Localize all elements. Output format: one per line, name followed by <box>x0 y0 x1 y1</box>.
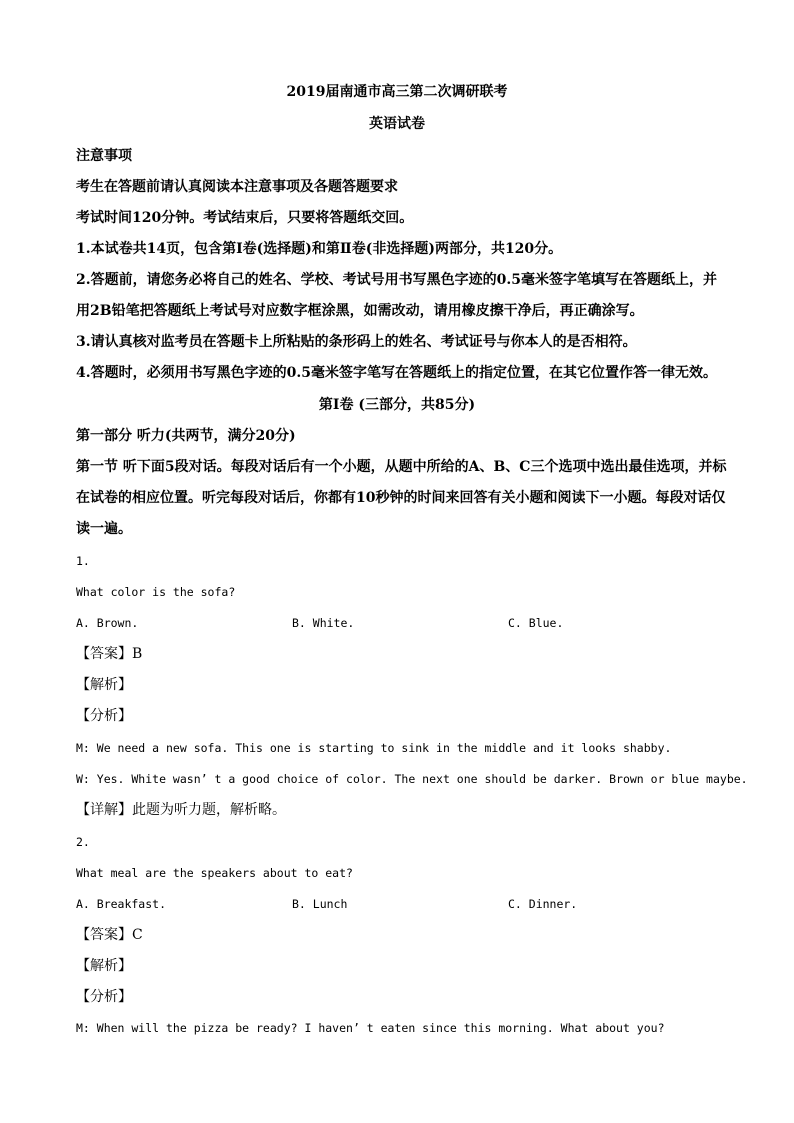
notice-time: 考试时间120分钟。考试结束后，只要将答题纸交回。 <box>76 210 414 226</box>
question-1-analysis-label: 【解析】 <box>76 677 132 693</box>
question-2-answer: 【答案】C <box>76 927 143 943</box>
notice-intro: 考生在答题前请认真阅读本注意事项及各题答题要求 <box>76 179 398 195</box>
question-1-option-c: C. Blue. <box>508 616 564 630</box>
question-1-text: What color is the sofa? <box>76 585 236 599</box>
question-2-text: What meal are the speakers about to eat? <box>76 866 353 880</box>
subject-title: 英语试卷 <box>369 116 425 132</box>
question-1-option-a: A. Brown. <box>76 616 139 630</box>
question-1-answer: 【答案】B <box>76 646 143 662</box>
section-1-instructions-line-2: 在试卷的相应位置。听完每段对话后，你都有10秒钟的时间来回答有关小题和阅读下一小题。每段对话仅 <box>76 490 726 506</box>
question-2-dialogue-man: M: When will the pizza be ready? I haven’ t eaten since this morning. What about you? <box>76 1021 665 1035</box>
volume-1-title: 第Ⅰ卷 (三部分，共85分) <box>318 397 476 413</box>
question-2-breakdown-label: 【分析】 <box>76 989 132 1005</box>
question-2-analysis-label: 【解析】 <box>76 958 132 974</box>
section-1-instructions-line-3: 读一遍。 <box>76 521 132 537</box>
exam-title: 2019届南通市高三第二次调研联考 <box>286 84 508 100</box>
notice-item-1: 1.本试卷共14页，包含第Ⅰ卷(选择题)和第Ⅱ卷(非选择题)两部分，共120分。 <box>76 241 563 257</box>
question-2-option-a: A. Breakfast. <box>76 897 167 911</box>
notice-item-3: 3.请认真核对监考员在答题卡上所粘贴的条形码上的姓名、考试证号与你本人的是否相符。 <box>76 334 637 350</box>
question-2-option-b: B. Lunch <box>292 897 348 911</box>
notice-heading: 注意事项 <box>76 148 132 164</box>
question-1-number: 1. <box>76 554 90 568</box>
part-1-heading: 第一部分 听力(共两节，满分20分) <box>76 428 296 444</box>
question-2-option-c: C. Dinner. <box>508 897 578 911</box>
question-1-dialogue-man: M: We need a new sofa. This one is starting to sink in the middle and it looks shabby. <box>76 741 672 755</box>
notice-item-4: 4.答题时，必须用书写黑色字迹的0.5毫米签字笔写在答题纸上的指定位置，在其它位置作答一律无效。 <box>76 365 717 381</box>
question-1-dialogue-woman: W: Yes. White wasn’ t a good choice of color. The next one should be darker. Brown or blue maybe. <box>76 772 748 786</box>
question-2-number: 2. <box>76 835 90 849</box>
question-1-option-b: B. White. <box>292 616 355 630</box>
question-1-breakdown-label: 【分析】 <box>76 708 132 724</box>
notice-item-2-line-1: 2.答题前，请您务必将自己的姓名、学校、考试号用书写黑色字迹的0.5毫米签字笔填写在答题纸上，并 <box>76 272 717 288</box>
notice-item-2-line-2: 用2B铅笔把答题纸上考试号对应数字框涂黑，如需改动，请用橡皮擦干净后，再正确涂写。 <box>76 303 644 319</box>
section-1-instructions-line-1: 第一节 听下面5段对话。每段对话后有一个小题，从题中所给的A、B、C三个选项中选出最佳选项，并标 <box>76 459 727 475</box>
question-1-detail: 【详解】此题为听力题，解析略。 <box>76 802 286 818</box>
